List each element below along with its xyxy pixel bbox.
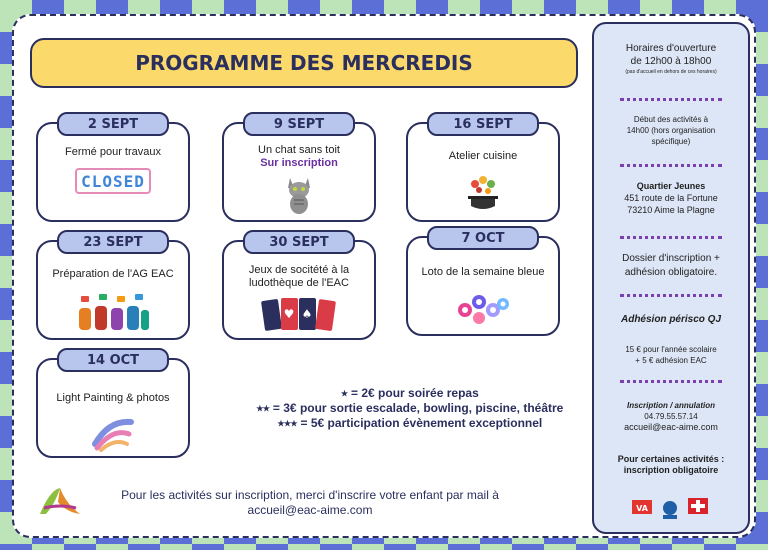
card-text: Un chat sans toit	[258, 144, 340, 156]
activity-card-30-sept	[222, 234, 376, 340]
contact-block	[602, 400, 740, 433]
activity-card-16-sept	[406, 116, 560, 222]
card-text: Jeux de socitété à la ludothèque de l'EAC	[248, 264, 350, 289]
price-legend	[230, 386, 590, 431]
card-date: 2 SEPT	[57, 112, 169, 136]
contact-title: Inscription / annulation	[627, 401, 715, 410]
adhesion-line-1: 15 € pour l'année scolaire	[625, 345, 717, 354]
card-text: Light Painting & photos	[56, 392, 170, 404]
divider	[620, 236, 722, 239]
note-line-1: Pour certaines activités :	[617, 454, 725, 464]
address-line-2: 73210 Aime la Plagne	[627, 205, 715, 215]
svg-text:♥: ♥	[283, 307, 295, 321]
card-date: 7 OCT	[427, 226, 539, 250]
eac-logo	[36, 484, 84, 520]
card-date: 14 OCT	[57, 348, 169, 372]
cooking-pot-icon	[466, 174, 500, 212]
note-line-2: inscription obligatoire	[623, 465, 719, 475]
activity-card-14-oct	[36, 352, 190, 458]
activities-line-3: spécifique)	[651, 137, 691, 146]
hours-line-2: de 12h00 à 18h00	[630, 56, 712, 67]
footer-note	[100, 488, 520, 518]
dossier-block	[602, 252, 740, 280]
dossier-line-1: Dossier d'inscription +	[622, 253, 720, 264]
activities-line-2: 14h00 (hors organisation	[626, 126, 716, 135]
svg-text:♠: ♠	[301, 307, 313, 321]
contact-phone[interactable]: 04.79.55.57.14	[644, 412, 698, 421]
divider	[620, 380, 722, 383]
paint-strokes-icon	[91, 414, 135, 454]
place-title: Quartier Jeunes	[636, 181, 706, 191]
card-date: 9 SEPT	[243, 112, 355, 136]
partner-logo-savoie	[688, 498, 708, 518]
price-line-3: ⭑⭑⭑ = 5€ participation évènement exceptionnel	[277, 416, 543, 430]
divider	[620, 294, 722, 297]
address-line-1: 451 route de la Fortune	[624, 193, 718, 203]
partner-logo-caf	[660, 500, 680, 520]
adhesion-title: Adhésion périsco QJ	[620, 314, 722, 325]
opening-hours	[602, 42, 740, 76]
hours-note: (pas d'accueil en dehors de ces horaires)	[625, 69, 717, 75]
playing-cards-icon	[259, 296, 339, 334]
dossier-line-2: adhésion obligatoire.	[624, 267, 718, 278]
card-subtext: Sur inscription	[260, 157, 338, 169]
card-date: 30 SEPT	[243, 230, 355, 254]
footer-email[interactable]: accueil@eac-aime.com	[247, 503, 373, 517]
activity-card-9-sept	[222, 116, 376, 222]
page-title: PROGRAMME DES MERCREDIS	[30, 38, 578, 88]
cat-icon	[284, 174, 314, 214]
svg-text:VA: VA	[636, 504, 648, 513]
contact-email[interactable]: accueil@eac-aime.com	[624, 422, 718, 432]
card-date: 16 SEPT	[427, 112, 539, 136]
info-sidebar	[592, 22, 750, 534]
card-text: Fermé pour travaux	[65, 146, 161, 158]
price-line-1: ⭑ = 2€ pour soirée repas	[341, 386, 479, 400]
card-text-block	[230, 144, 368, 170]
divider	[620, 164, 722, 167]
closed-sign-icon: CLOSED	[75, 168, 151, 194]
adhesion-line-2: + 5 € adhésion EAC	[635, 356, 707, 365]
registration-note	[602, 454, 740, 476]
raised-hands-icon	[75, 294, 151, 330]
card-date: 23 SEPT	[57, 230, 169, 254]
activity-card-23-sept	[36, 234, 190, 340]
card-text: Préparation de l'AG EAC	[52, 268, 174, 280]
activity-card-2-sept	[36, 116, 190, 222]
card-text: Loto de la semaine bleue	[421, 266, 545, 278]
adhesion-details	[602, 344, 740, 366]
activities-start	[602, 114, 740, 147]
card-text: Atelier cuisine	[448, 150, 518, 162]
loto-balls-icon	[455, 292, 511, 326]
divider	[620, 98, 722, 101]
activities-line-1: Début des activités à	[633, 115, 709, 124]
footer-line-1: Pour les activités sur inscription, merci d'inscrire votre enfant par mail à	[121, 488, 499, 502]
price-line-2: ⭑⭑ = 3€ pour sortie escalade, bowling, piscine, théâtre	[256, 401, 564, 415]
address-block	[602, 180, 740, 216]
activity-card-7-oct	[406, 230, 560, 336]
hours-line-1: Horaires d'ouverture	[625, 43, 717, 54]
partner-logo-va	[632, 500, 652, 520]
